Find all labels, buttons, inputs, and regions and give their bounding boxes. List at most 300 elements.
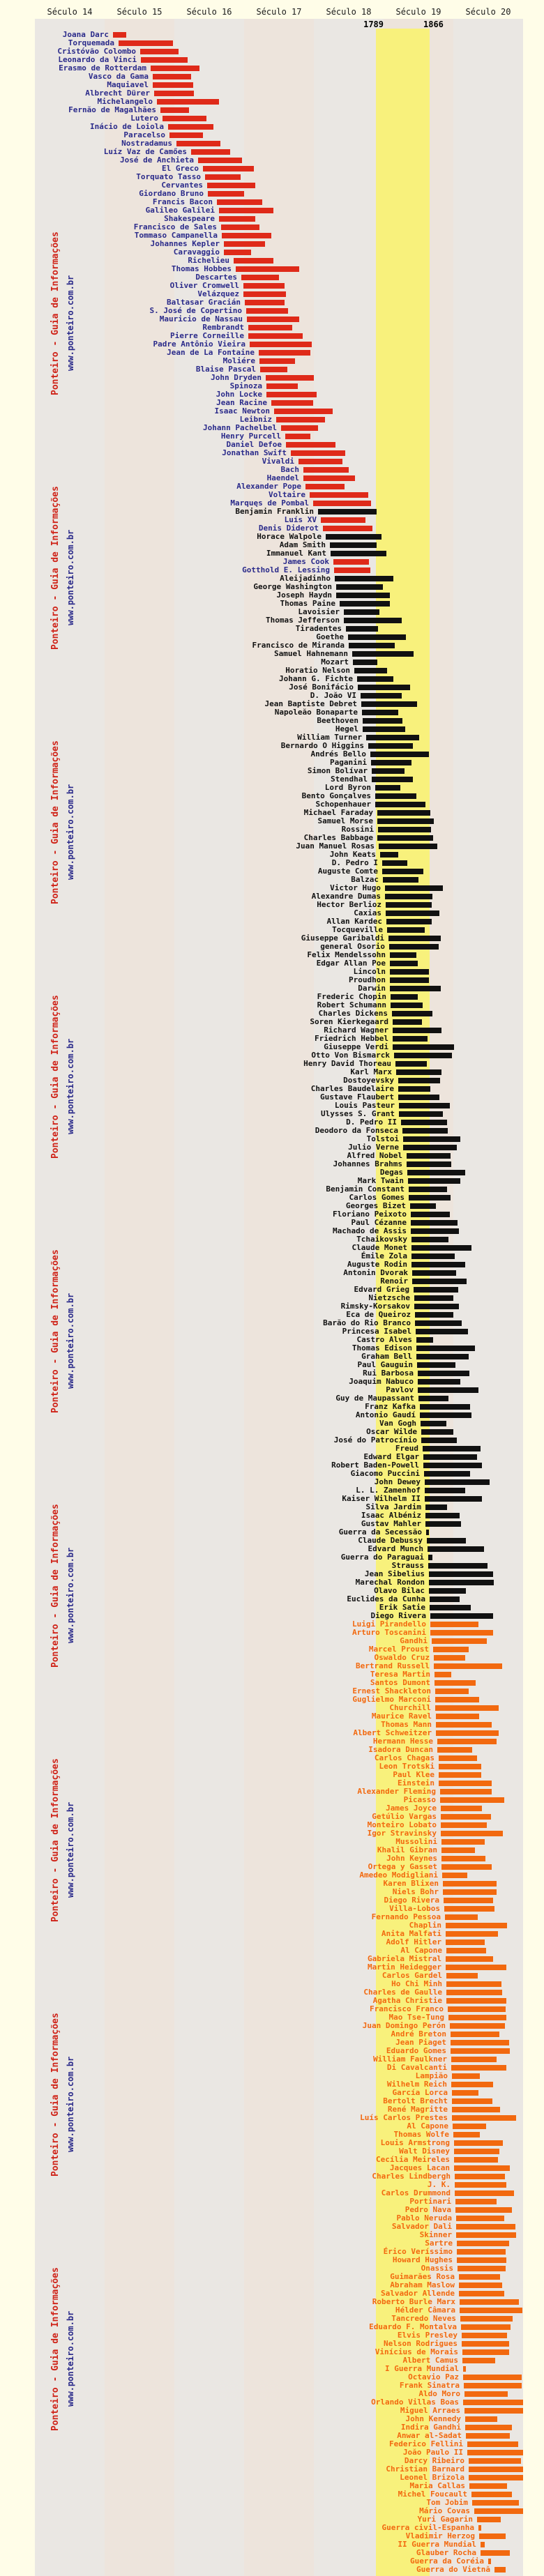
person-label: Ho Chi Minh <box>391 1979 442 1988</box>
lifespan-bar <box>433 1647 469 1652</box>
person-label: Caxias <box>354 908 381 917</box>
lifespan-bar <box>266 383 298 389</box>
person-label: Gustave Flaubert <box>320 1092 394 1102</box>
person-label: Jean Sibelius <box>364 1569 425 1578</box>
person-label: Oscar Wilde <box>366 1427 417 1436</box>
lifespan-bar <box>303 467 349 473</box>
lifespan-bar <box>285 434 310 439</box>
lifespan-bar <box>313 501 371 506</box>
lifespan-bar <box>455 2207 512 2213</box>
person-label: Haendel <box>266 473 299 482</box>
person-label: Felix Mendelssohn <box>307 950 386 959</box>
person-label: Vinícius de Morais <box>375 2347 458 2356</box>
person-label: Indira Gandhi <box>400 2423 461 2432</box>
person-label: Charles Lindbergh <box>372 2172 451 2181</box>
lifespan-bar <box>427 1538 466 1544</box>
person-label: Edward Elgar <box>363 1452 419 1461</box>
person-label: Jonathan Swift <box>222 448 287 457</box>
lifespan-bar <box>450 2023 505 2029</box>
lifespan-bar <box>372 777 413 782</box>
person-label: Voltaire <box>269 490 305 499</box>
person-label: Daniel Defoe <box>226 440 282 449</box>
person-label: Torquato Tasso <box>136 172 201 181</box>
lifespan-bar <box>435 1705 499 1711</box>
person-label: Charles Babbage <box>303 833 373 842</box>
lifespan-bar <box>390 952 416 958</box>
lifespan-bar <box>321 517 365 523</box>
lifespan-bar <box>370 752 429 757</box>
person-label: Auguste Comte <box>317 867 378 876</box>
lifespan-bar <box>379 844 437 849</box>
person-label: Robert Schumann <box>317 1000 386 1009</box>
person-label: Francisco de Sales <box>133 222 217 231</box>
century-label: Século 18 <box>326 7 372 17</box>
lifespan-bar <box>437 1747 472 1753</box>
lifespan-bar <box>409 1187 447 1192</box>
lifespan-bar <box>462 2349 509 2355</box>
lifespan-bar <box>414 1304 459 1309</box>
lifespan-bar <box>353 660 377 665</box>
person-label: Tchaikovsky <box>356 1235 407 1244</box>
person-label: Thomas Jefferson <box>266 616 340 625</box>
lifespan-bar <box>443 1881 497 1887</box>
lifespan-bar <box>217 199 262 205</box>
lifespan-bar <box>446 1965 506 1970</box>
lifespan-bar <box>241 275 279 280</box>
lifespan-bar <box>248 325 292 330</box>
person-label: Louis Pasteur <box>334 1101 395 1110</box>
person-label: Aldo Moro <box>418 2389 460 2398</box>
lifespan-bar <box>464 2383 522 2388</box>
century-label: Século 20 <box>465 7 511 17</box>
lifespan-bar <box>414 1287 458 1293</box>
person-label: Lutero <box>130 114 158 123</box>
person-label: Edvard Grieg <box>354 1285 409 1294</box>
lifespan-bar <box>411 1262 465 1267</box>
lifespan-bar <box>334 567 370 573</box>
person-label: Hector Berlioz <box>317 900 381 909</box>
person-label: Antonin Dvorak <box>343 1268 408 1277</box>
person-label: Rembrandt <box>202 323 244 332</box>
person-label: Bach <box>280 465 299 474</box>
lifespan-bar <box>377 835 433 841</box>
lifespan-bar <box>224 241 265 247</box>
person-label: William Faulkner <box>373 2055 447 2064</box>
lifespan-bar <box>421 1438 457 1443</box>
person-label: Thomas Hobbes <box>171 264 232 273</box>
lifespan-bar <box>391 1003 423 1008</box>
watermark-url-text: www.ponteiro.com.br <box>66 2056 75 2152</box>
lifespan-bar <box>414 1295 453 1301</box>
lifespan-bar <box>462 2333 507 2338</box>
person-label: Leon Trotski <box>379 1762 435 1771</box>
person-label: Johannes Kepler <box>150 239 220 248</box>
lifespan-bar <box>219 208 273 213</box>
person-label: Al Capone <box>407 2121 448 2131</box>
person-label: Samuel Hahnemann <box>274 649 348 658</box>
person-label: Carlos Chagas <box>374 1753 435 1762</box>
person-label: Mussolini <box>395 1837 437 1846</box>
lifespan-bar <box>387 927 425 933</box>
lifespan-bar <box>141 57 188 63</box>
lifespan-bar <box>441 1831 503 1836</box>
person-label: Machado de Assis <box>333 1226 407 1235</box>
person-label: Luíz Vaz de Camőes <box>103 147 187 156</box>
person-label: Chaplin <box>409 1921 441 1930</box>
person-label: Luigi Pirandello <box>352 1619 426 1629</box>
person-label: Padre Antônio Vieira <box>153 340 245 349</box>
lifespan-bar <box>411 1228 459 1234</box>
person-label: Torquemada <box>68 38 114 47</box>
lifespan-bar <box>375 793 416 799</box>
person-label: Michelangelo <box>97 97 153 106</box>
lifespan-bar <box>425 1521 461 1527</box>
person-label: Hermann Hesse <box>372 1737 433 1746</box>
person-label: Frederic Chopin <box>317 992 386 1001</box>
lifespan-bar <box>416 1346 475 1351</box>
lifespan-bar <box>411 1237 448 1242</box>
lifespan-bar <box>455 2190 514 2196</box>
lifespan-bar <box>454 2149 499 2154</box>
lifespan-bar <box>429 1580 494 1585</box>
lifespan-bar <box>428 1546 484 1552</box>
lifespan-bar <box>439 1781 492 1786</box>
lifespan-bar <box>429 1571 493 1577</box>
person-label: Hegel <box>335 724 358 733</box>
lifespan-bar <box>291 450 345 456</box>
lifespan-bar <box>425 1488 465 1493</box>
lifespan-bar <box>430 1605 471 1610</box>
lifespan-bar <box>439 1755 477 1761</box>
lifespan-bar <box>441 1814 491 1820</box>
person-label: Charles Dickens <box>318 1009 388 1018</box>
watermark-ponteiro-text: Ponteiro - Guia de Informações <box>50 2267 61 2431</box>
lifespan-bar <box>441 1864 492 1870</box>
lifespan-bar <box>443 1889 497 1895</box>
person-label: Schopenhauer <box>315 800 371 809</box>
lifespan-bar <box>456 2224 515 2230</box>
person-label: Van Gogh <box>379 1419 416 1428</box>
person-label: John Kennedy <box>405 2414 461 2423</box>
lifespan-bar <box>299 459 342 464</box>
lifespan-bar <box>323 526 372 531</box>
lifespan-bar <box>259 350 310 356</box>
watermark-url-text: www.ponteiro.com.br <box>66 2310 75 2407</box>
lifespan-bar <box>386 919 432 924</box>
lifespan-bar <box>234 258 273 264</box>
lifespan-bar <box>336 593 390 598</box>
person-label: Aleijadinho <box>280 574 331 583</box>
lifespan-bar <box>442 1873 467 1878</box>
lifespan-bar <box>382 869 423 874</box>
person-label: Joana Darc <box>62 30 109 39</box>
person-label: Diego Rivera <box>370 1611 426 1620</box>
person-label: Baltasar Gracián <box>167 298 241 307</box>
lifespan-bar <box>390 977 429 983</box>
lifespan-bar <box>224 250 251 255</box>
lifespan-bar <box>469 2475 523 2480</box>
person-label: Al Capone <box>400 1946 442 1955</box>
lifespan-bar <box>169 132 203 138</box>
lifespan-bar <box>457 2249 506 2255</box>
lifespan-bar <box>434 1655 465 1661</box>
person-label: Guimarăes Rosa <box>390 2272 455 2281</box>
person-label: Guglielmo Marconi <box>352 1695 431 1704</box>
person-label: Guy de Maupassant <box>335 1394 414 1403</box>
person-label: José do Patrocínio <box>333 1435 417 1445</box>
lifespan-bar <box>439 1764 481 1769</box>
lifespan-bar <box>352 651 414 657</box>
lifespan-bar <box>469 2467 523 2472</box>
person-label: Cervantes <box>161 181 203 190</box>
lifespan-bar <box>459 2291 504 2296</box>
person-label: Henry Purcell <box>220 432 281 441</box>
person-label: J. K. <box>427 2180 451 2189</box>
person-label: Thomas Edison <box>352 1343 412 1352</box>
person-label: José de Anchieta <box>120 155 194 165</box>
person-label: Richard Wagner <box>324 1026 388 1035</box>
person-label: Jean de La Fontaine <box>167 348 255 357</box>
lifespan-bar <box>246 308 288 314</box>
event-label: I Guerra Mundial <box>385 2364 459 2373</box>
lifespan-bar <box>441 1806 482 1811</box>
person-label: Getúlio Vargas <box>372 1812 437 1821</box>
person-label: Karl Marx <box>350 1067 392 1076</box>
lifespan-bar <box>410 1203 436 1209</box>
person-label: Bertrand Russell <box>356 1661 430 1670</box>
lifespan-bar <box>440 1789 492 1794</box>
lifespan-bar <box>435 1672 451 1677</box>
lifespan-bar <box>326 534 381 540</box>
watermark-ponteiro-text: Ponteiro - Guia de Informações <box>50 1504 61 1668</box>
person-label: Claude Monet <box>352 1243 407 1252</box>
lifespan-bar <box>432 1638 487 1644</box>
person-label: Eduardo Gomes <box>386 2046 446 2055</box>
lifespan-bar <box>408 1178 460 1184</box>
person-label: Christian Barnard <box>386 2464 464 2474</box>
person-label: Bertolt Brecht <box>383 2096 448 2105</box>
lifespan-bar <box>163 116 206 121</box>
person-label: Johannes Brahms <box>333 1159 402 1168</box>
lifespan-bar <box>459 2274 500 2280</box>
person-label: Castro Alves <box>356 1335 412 1344</box>
person-label: Anita Malfati <box>381 1929 441 1938</box>
lifespan-bar <box>363 726 405 732</box>
lifespan-bar <box>446 1923 507 1928</box>
lifespan-bar <box>330 542 377 548</box>
lifespan-bar <box>430 1596 460 1602</box>
person-label: Karen Blixen <box>383 1879 439 1888</box>
person-label: Franz Kafka <box>365 1402 416 1411</box>
person-label: Igor Stravinsky <box>367 1829 437 1838</box>
person-label: Marcel Proust <box>368 1645 429 1654</box>
person-label: Fernăo de Magalhăes <box>68 105 156 114</box>
person-label: Joseph Haydn <box>276 590 332 600</box>
lifespan-bar <box>198 158 242 163</box>
person-label: Leonel Brizola <box>400 2473 464 2482</box>
person-label: Spinoza <box>229 381 262 390</box>
person-label: Walt Disney <box>399 2147 450 2156</box>
lifespan-bar <box>361 701 417 707</box>
lifespan-bar <box>247 317 299 322</box>
lifespan-bar <box>446 1973 478 1979</box>
person-label: Goethe <box>316 632 344 641</box>
person-label: Miguel Arraes <box>400 2406 460 2415</box>
lifespan-bar <box>207 183 255 188</box>
lifespan-bar <box>271 400 313 406</box>
lifespan-bar <box>444 1906 494 1912</box>
person-label: Otto Von Bismarck <box>311 1051 390 1060</box>
lifespan-bar <box>358 685 410 690</box>
person-label: Monteiro Lobato <box>367 1820 437 1829</box>
lifespan-bar <box>436 1730 499 1736</box>
band-end-year-label: 1866 <box>423 20 444 29</box>
person-label: Tom Jobim <box>426 2498 468 2507</box>
lifespan-bar <box>463 2375 522 2380</box>
lifespan-bar <box>469 2483 507 2489</box>
person-label: Francis Bacon <box>152 197 213 206</box>
lifespan-bar <box>219 216 255 222</box>
person-label: Érico Veríssimo <box>383 2247 453 2256</box>
lifespan-bar <box>451 2057 497 2062</box>
lifespan-bar <box>416 1329 468 1334</box>
lifespan-bar <box>464 2408 523 2414</box>
person-label: Luís Carlos Prestes <box>360 2113 448 2122</box>
lifespan-bar <box>357 676 393 682</box>
lifespan-bar <box>113 32 126 38</box>
lifespan-bar <box>456 2216 504 2221</box>
lifespan-bar <box>399 1103 450 1108</box>
lifespan-bar <box>243 283 285 289</box>
person-label: Michel Foucault <box>398 2490 467 2499</box>
person-label: James Cook <box>282 557 329 566</box>
person-label: Nietzsche <box>368 1293 410 1302</box>
lifespan-bar <box>467 2441 518 2447</box>
lifespan-bar <box>425 1504 447 1510</box>
lifespan-bar <box>435 1697 479 1702</box>
person-label: Tancredo Neves <box>391 2314 456 2323</box>
person-label: Paul Cézanne <box>351 1218 407 1227</box>
lifespan-bar <box>396 1069 441 1075</box>
lifespan-bar <box>380 852 398 858</box>
person-label: Louis Armstrong <box>380 2138 450 2147</box>
person-label: Andrés Bello <box>310 749 366 759</box>
lifespan-bar <box>390 961 418 966</box>
lifespan-bar <box>391 994 418 1000</box>
lifespan-bar <box>331 551 386 556</box>
person-label: John Dewey <box>374 1477 421 1486</box>
lifespan-bar <box>415 1320 462 1326</box>
lifespan-bar <box>191 149 230 155</box>
lifespan-bar <box>274 409 333 414</box>
person-label: Edgar Allan Poe <box>316 959 386 968</box>
person-label: Pavlov <box>386 1385 414 1394</box>
lifespan-bar <box>371 760 411 765</box>
lifespan-bar <box>344 618 402 623</box>
century-label: Século 16 <box>186 7 232 17</box>
person-label: El Greco <box>162 164 199 173</box>
lifespan-bar <box>349 643 395 648</box>
person-label: Horatio Nelson <box>285 666 350 675</box>
lifespan-bar <box>456 2232 516 2238</box>
lifespan-bar <box>395 1061 427 1067</box>
person-label: Allan Kardec <box>326 917 382 926</box>
person-label: Albrecht Dürer <box>85 89 150 98</box>
person-label: Mário Covas <box>419 2506 470 2515</box>
person-label: Simon Bolívar <box>307 766 368 775</box>
person-label: Émile Zola <box>361 1251 407 1260</box>
person-label: Juan Domingo Perón <box>362 2021 446 2030</box>
event-label: Guerra do Paraguai <box>340 1553 424 1562</box>
person-label: Rossini <box>341 825 374 834</box>
person-label: Kaiser Wilhelm II <box>342 1494 421 1503</box>
lifespan-bar <box>393 1019 422 1025</box>
person-label: Henry David Thoreau <box>303 1059 391 1068</box>
lifespan-bar <box>153 74 191 79</box>
person-label: Vladimir Herzog <box>405 2531 475 2540</box>
lifespan-bar <box>428 1563 488 1569</box>
watermark-ponteiro-text: Ponteiro - Guia de Informações <box>50 1758 61 1922</box>
lifespan-bar <box>479 2533 506 2539</box>
person-label: Georges Bizet <box>345 1201 406 1210</box>
person-label: Albert Camus <box>402 2356 458 2365</box>
person-label: Napoleăo Bonaparte <box>274 708 358 717</box>
person-label: Ortega y Gasset <box>368 1862 437 1871</box>
lifespan-bar <box>435 1680 476 1686</box>
lifespan-bar <box>467 2450 523 2455</box>
person-label: Giordano Bruno <box>139 189 204 198</box>
person-label: Tiradentes <box>295 624 342 633</box>
lifespan-bar <box>453 2124 486 2129</box>
lifespan-bar <box>452 2107 500 2112</box>
person-label: Moliére <box>222 356 255 365</box>
lifespan-bar <box>465 2425 512 2430</box>
lifespan-bar <box>420 1404 470 1410</box>
lifespan-bar <box>430 1622 478 1627</box>
person-label: Johann Pachelbel <box>203 423 277 432</box>
person-label: Rui Barbosa <box>363 1369 414 1378</box>
lifespan-bar <box>393 1044 454 1050</box>
lifespan-bar <box>446 1931 498 1937</box>
lifespan-bar <box>425 1513 460 1518</box>
lifespan-bar <box>454 2140 503 2146</box>
person-label: Thomas Wolfe <box>393 2130 449 2139</box>
person-label: Federico Fellini <box>389 2439 463 2448</box>
event-bar <box>428 1555 432 1560</box>
person-label: Cristóvão Colombo <box>57 47 136 56</box>
person-label: Paganini <box>330 758 367 767</box>
person-label: Jean Racine <box>216 398 267 407</box>
person-label: Samuel Morse <box>317 816 373 825</box>
person-label: Sartre <box>425 2239 453 2248</box>
lifespan-bar <box>451 2082 493 2087</box>
lifespan-bar <box>407 1153 451 1159</box>
lifespan-bar <box>461 2324 511 2330</box>
lifespan-bar <box>430 1613 493 1619</box>
lifespan-bar <box>363 718 402 724</box>
lifespan-bar <box>140 49 179 54</box>
lifespan-bar <box>452 2090 478 2096</box>
lifespan-bar <box>411 1253 455 1259</box>
person-label: Pablo Neruda <box>396 2213 452 2223</box>
lifespan-bar <box>452 2073 480 2079</box>
person-label: José Bonifácio <box>289 683 354 692</box>
lifespan-bar <box>392 1011 432 1016</box>
person-label: Alexander Fleming <box>357 1787 436 1796</box>
lifespan-bar <box>415 1312 453 1318</box>
person-label: Abraham Maslow <box>390 2280 455 2289</box>
lifespan-bar <box>153 82 193 88</box>
